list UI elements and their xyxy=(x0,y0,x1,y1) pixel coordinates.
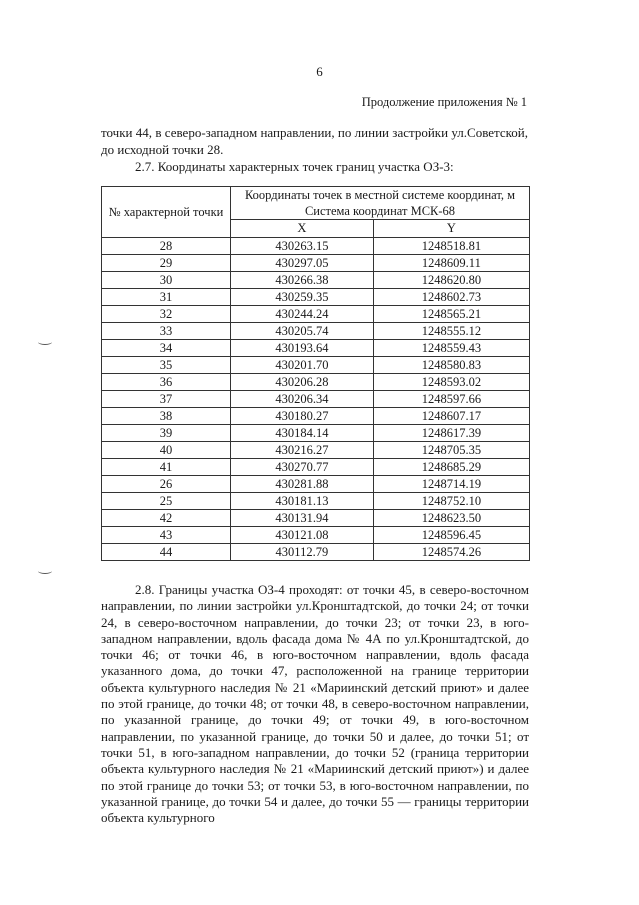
table-body xyxy=(102,238,530,561)
punch-hole-mark xyxy=(38,568,52,574)
cell-x: 430216.27 xyxy=(231,442,374,459)
cell-x: 430205.74 xyxy=(231,323,374,340)
header-y: Y xyxy=(373,220,529,238)
cell-point: 44 xyxy=(102,544,231,561)
table-row xyxy=(102,272,530,289)
cell-x: 430281.88 xyxy=(231,476,374,493)
table-row xyxy=(102,340,530,357)
cell-y: 1248617.39 xyxy=(373,425,529,442)
table-row xyxy=(102,442,530,459)
cell-y: 1248596.45 xyxy=(373,527,529,544)
cell-x: 430266.38 xyxy=(231,272,374,289)
cell-point: 35 xyxy=(102,357,231,374)
table-row xyxy=(102,408,530,425)
cell-y: 1248752.10 xyxy=(373,493,529,510)
cell-y: 1248685.29 xyxy=(373,459,529,476)
header-x: X xyxy=(231,220,374,238)
cell-y: 1248574.26 xyxy=(373,544,529,561)
table-row xyxy=(102,544,530,561)
table-row xyxy=(102,527,530,544)
header-coordinate-system: Координаты точек в местной системе координат, м Система координат МСК-68 xyxy=(231,187,530,220)
cell-x: 430244.24 xyxy=(231,306,374,323)
continuation-text: точки 44, в северо-западном направлении, по линии застройки ул.Советской, до исходной точки 28. xyxy=(101,125,528,157)
appendix-note: Продолжение приложения № 1 xyxy=(361,95,527,109)
page-number: 6 xyxy=(316,64,323,79)
cell-point: 31 xyxy=(102,289,231,306)
cell-x: 430206.28 xyxy=(231,374,374,391)
cell-x: 430206.34 xyxy=(231,391,374,408)
cell-point: 43 xyxy=(102,527,231,544)
cell-point: 39 xyxy=(102,425,231,442)
coordinates-table xyxy=(101,186,530,561)
header-point-number: № характерной точки xyxy=(102,187,231,238)
table-row xyxy=(102,476,530,493)
cell-x: 430259.35 xyxy=(231,289,374,306)
intro-block xyxy=(101,124,528,175)
table-row xyxy=(102,374,530,391)
cell-y: 1248580.83 xyxy=(373,357,529,374)
cell-point: 36 xyxy=(102,374,231,391)
cell-x: 430181.13 xyxy=(231,493,374,510)
punch-hole-mark xyxy=(38,339,52,345)
cell-point: 25 xyxy=(102,493,231,510)
cell-x: 430193.64 xyxy=(231,340,374,357)
cell-y: 1248623.50 xyxy=(373,510,529,527)
cell-x: 430297.05 xyxy=(231,255,374,272)
cell-y: 1248593.02 xyxy=(373,374,529,391)
table-row xyxy=(102,493,530,510)
cell-x: 430180.27 xyxy=(231,408,374,425)
cell-point: 28 xyxy=(102,238,231,255)
cell-point: 33 xyxy=(102,323,231,340)
cell-y: 1248607.17 xyxy=(373,408,529,425)
cell-point: 29 xyxy=(102,255,231,272)
cell-point: 32 xyxy=(102,306,231,323)
cell-y: 1248602.73 xyxy=(373,289,529,306)
cell-x: 430112.79 xyxy=(231,544,374,561)
table-row xyxy=(102,323,530,340)
cell-point: 26 xyxy=(102,476,231,493)
cell-point: 38 xyxy=(102,408,231,425)
cell-point: 37 xyxy=(102,391,231,408)
cell-point: 40 xyxy=(102,442,231,459)
section-title: 2.7. Координаты характерных точек границ участка ОЗ-3: xyxy=(135,159,454,174)
cell-y: 1248518.81 xyxy=(373,238,529,255)
cell-y: 1248555.12 xyxy=(373,323,529,340)
table-row xyxy=(102,289,530,306)
cell-x: 430201.70 xyxy=(231,357,374,374)
section-2-8-text: 2.8. Границы участка ОЗ-4 проходят: от точки 45, в северо-восточном направлении, по линии застройки ул.Кронштадтской, до точки 24; от точки 24, в северо-восточном направлении, до точки 23; от точки 23, в юго-западном направлении, вдоль фасада дома № 4А по ул.Кронштадтской, до точки 46; от точки 46, в юго-восточном направлении, вдоль фасада указанного дома, до точки 47, расположенной на границе территории объекта культурного наследия № 21 «Мариинский детский приют» и далее по этой границе, до точки 48; от точки 48, в северо-восточном направлении, по указанной границе, до точки 49; от точки 49, в юго-восточном направлении, по указанной границе, до точки 50 и далее, до точки 51; от точки 51, в юго-западном направлении, до точки 52 (граница территории объекта культурного наследия № 21 «Мариинский детский приют») и далее по этой границе до точки 53; от точки 53, в юго-восточном направлении, по указанной границе, до точки 54 и далее, до точки 55 — границы территории объекта культурного xyxy=(101,582,529,826)
cell-y: 1248705.35 xyxy=(373,442,529,459)
cell-y: 1248559.43 xyxy=(373,340,529,357)
table-row xyxy=(102,357,530,374)
cell-x: 430263.15 xyxy=(231,238,374,255)
cell-x: 430131.94 xyxy=(231,510,374,527)
table-row xyxy=(102,255,530,272)
cell-y: 1248714.19 xyxy=(373,476,529,493)
cell-y: 1248565.21 xyxy=(373,306,529,323)
cell-point: 34 xyxy=(102,340,231,357)
table-row xyxy=(102,459,530,476)
cell-point: 41 xyxy=(102,459,231,476)
cell-point: 30 xyxy=(102,272,231,289)
table-row xyxy=(102,425,530,442)
table-row xyxy=(102,306,530,323)
table-row xyxy=(102,238,530,255)
table-row xyxy=(102,391,530,408)
cell-y: 1248597.66 xyxy=(373,391,529,408)
cell-y: 1248620.80 xyxy=(373,272,529,289)
cell-x: 430184.14 xyxy=(231,425,374,442)
cell-y: 1248609.11 xyxy=(373,255,529,272)
cell-x: 430121.08 xyxy=(231,527,374,544)
table-row xyxy=(102,510,530,527)
cell-x: 430270.77 xyxy=(231,459,374,476)
cell-point: 42 xyxy=(102,510,231,527)
